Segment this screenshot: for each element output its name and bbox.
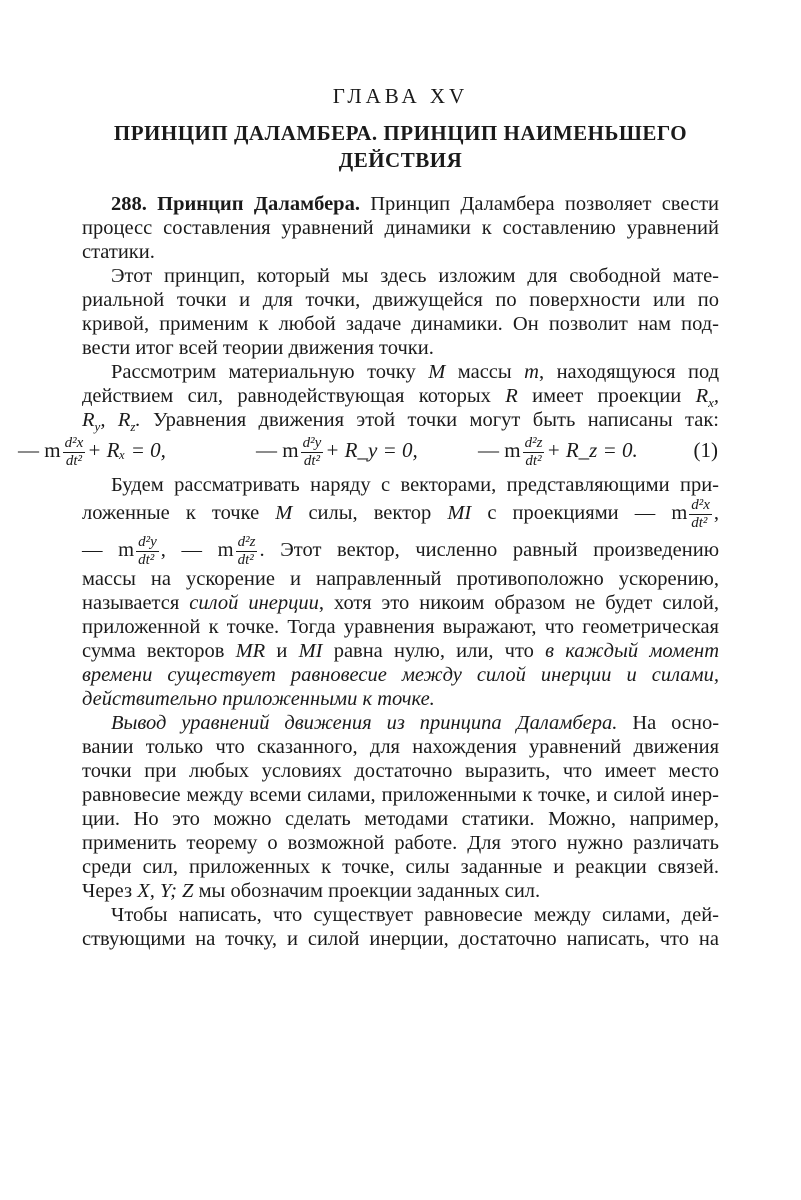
paragraph-line: вести итог всей теории движения точки.: [82, 337, 434, 359]
paragraph-line: [82, 408, 720, 435]
paragraph-line: равновесие между всеми силами, приложенными к точке, и силой инер-: [82, 784, 719, 806]
math-symbol: MR: [235, 640, 266, 662]
equation-1: [18, 430, 718, 470]
text-span: Рассмотрим материальную точку: [111, 361, 416, 383]
paragraph-line: процесс составления уравнений динамики к составлению уравнений: [82, 217, 719, 239]
text-span: На осно-: [632, 712, 720, 734]
paragraph-line: массы на ускорение и направленный противоположно ускорению,: [82, 568, 719, 590]
paragraph-line: Этот принцип, который мы здесь изложим для свободной мате-: [111, 265, 719, 287]
section-heading: 288. Принцип Даламбера.: [111, 193, 360, 215]
fraction: $\frac{\text{d²x}}{\text{dt²}}$: [64, 434, 84, 469]
math-symbol: $R_x$,: [695, 385, 720, 411]
math-symbol: + R_z = 0.: [546, 438, 638, 462]
paragraph-line: действительно приложенными к точке.: [82, 688, 435, 710]
paragraph-line: вании только что сказанного, для нахождения уравнений движения: [82, 736, 719, 758]
paragraph-line: ствующими на точку, и силой инерции, достаточно написать, что на: [82, 928, 719, 950]
text-span: Этот вектор, численно равный произведению: [280, 539, 720, 561]
paragraph-line: Чтобы написать, что существует равновесие между силами, дей-: [111, 904, 719, 926]
paragraph-line: [82, 384, 720, 411]
text-span: называется: [82, 592, 180, 614]
math-symbol: m: [524, 361, 539, 383]
text-span: имеет проекции: [532, 385, 682, 407]
math-symbol: R: [505, 385, 518, 407]
paragraph-line: [82, 591, 719, 615]
text-span: равна нулю, или, что: [333, 640, 534, 662]
chapter-title: ПРИНЦИП ДАЛАМБЕРА. ПРИНЦИП НАИМЕНЬШЕГО ДЕЙСТВИЯ: [113, 121, 688, 172]
math-symbol: MI: [447, 502, 472, 525]
equation-term-z: [478, 430, 638, 470]
paragraph-line: риальной точки и для точки, движущейся по поверхности или по: [82, 289, 719, 311]
equation-term-y: [256, 430, 418, 470]
math-symbol: — m: [256, 438, 299, 462]
paragraph-line: статики.: [82, 241, 155, 263]
text-span: ложенные к точке: [82, 502, 260, 525]
text-span: и: [276, 640, 288, 662]
paragraph-line: Будем рассматривать наряду с векторами, представляющими при-: [111, 474, 719, 496]
paragraph-line: [111, 711, 719, 735]
text-span: сумма векторов: [82, 640, 225, 662]
text-span: силы, вектор: [308, 502, 432, 525]
fraction: $\frac{\text{d²y}}{\text{dt²}}$: [302, 434, 322, 469]
math-symbol: M: [275, 502, 293, 525]
math-symbol: + R_y = 0,: [325, 438, 418, 462]
text-span: , хотя это никоим образом не будет силой,: [318, 592, 719, 614]
paragraph-line: ции. Но это можно сделать методами статики. Можно, например,: [82, 808, 719, 830]
italic-text: в каждый момент: [545, 640, 720, 662]
paragraph-line: применить теорему о возможной работе. Для этого нужно различать: [82, 832, 719, 854]
paragraph-line: точки при любых условиях достаточно выразить, что имеет место: [82, 760, 719, 782]
paragraph-line: [82, 533, 719, 567]
italic-subheading: Вывод уравнений движения из принципа Даламбера.: [111, 712, 618, 734]
text-span: Через: [82, 880, 133, 902]
paragraph-line: [82, 639, 719, 663]
paragraph-line: [111, 360, 719, 384]
math-symbol: M: [428, 361, 446, 383]
text-span: действием сил, равнодействующая которых: [82, 385, 491, 407]
paragraph-line: приложенной к точке. Тогда уравнения выражают, что геометрическая: [82, 616, 719, 638]
italic-term: силой инерции: [189, 592, 319, 614]
paragraph-line: [82, 879, 719, 903]
chapter-label: ГЛАВА XV: [332, 84, 469, 108]
math-symbol: — m: [18, 438, 61, 462]
math-expression: — m $\frac{\text{d²y}}{\text{dt²}}$ ,: [82, 533, 166, 568]
text-span: Уравнения движения этой точки могут быть написаны так:: [152, 409, 720, 431]
math-symbol: X, Y; Z: [137, 880, 194, 902]
math-expression: — m $\frac{\text{d²z}}{\text{dt²}}$ .: [181, 533, 265, 568]
equation-number: (1): [693, 438, 718, 462]
paragraph-line: [82, 497, 720, 531]
math-symbol: $R_y$, $R_z$.: [82, 409, 141, 435]
math-symbol: — m: [478, 438, 521, 462]
math-expression: — m $\frac{\text{d²x}}{\text{dt²}}$ ,: [634, 497, 720, 531]
text-span: , находящуюся под: [538, 361, 720, 383]
fraction: $\frac{\text{d²z}}{\text{dt²}}$: [524, 434, 543, 469]
paragraph-line: среди сил, приложенных к точке, силы заданные и реакции связей.: [82, 856, 719, 878]
paragraph-line: [111, 192, 719, 216]
math-symbol: + Rₓ = 0,: [87, 438, 166, 462]
text-span: массы: [457, 361, 512, 383]
paragraph-line: времени существует равновесие между силой инерции и силами,: [82, 664, 719, 686]
math-symbol: MI: [298, 640, 323, 662]
text-span: мы обозначим проекции заданных сил.: [198, 880, 541, 902]
equation-term-x: [18, 430, 166, 470]
text-span: Принцип Даламбера позволяет свести: [370, 193, 720, 215]
paragraph-line: кривой, применим к любой задаче динамики. Он позволит нам под-: [82, 313, 719, 335]
text-span: с проекциями: [487, 502, 619, 525]
